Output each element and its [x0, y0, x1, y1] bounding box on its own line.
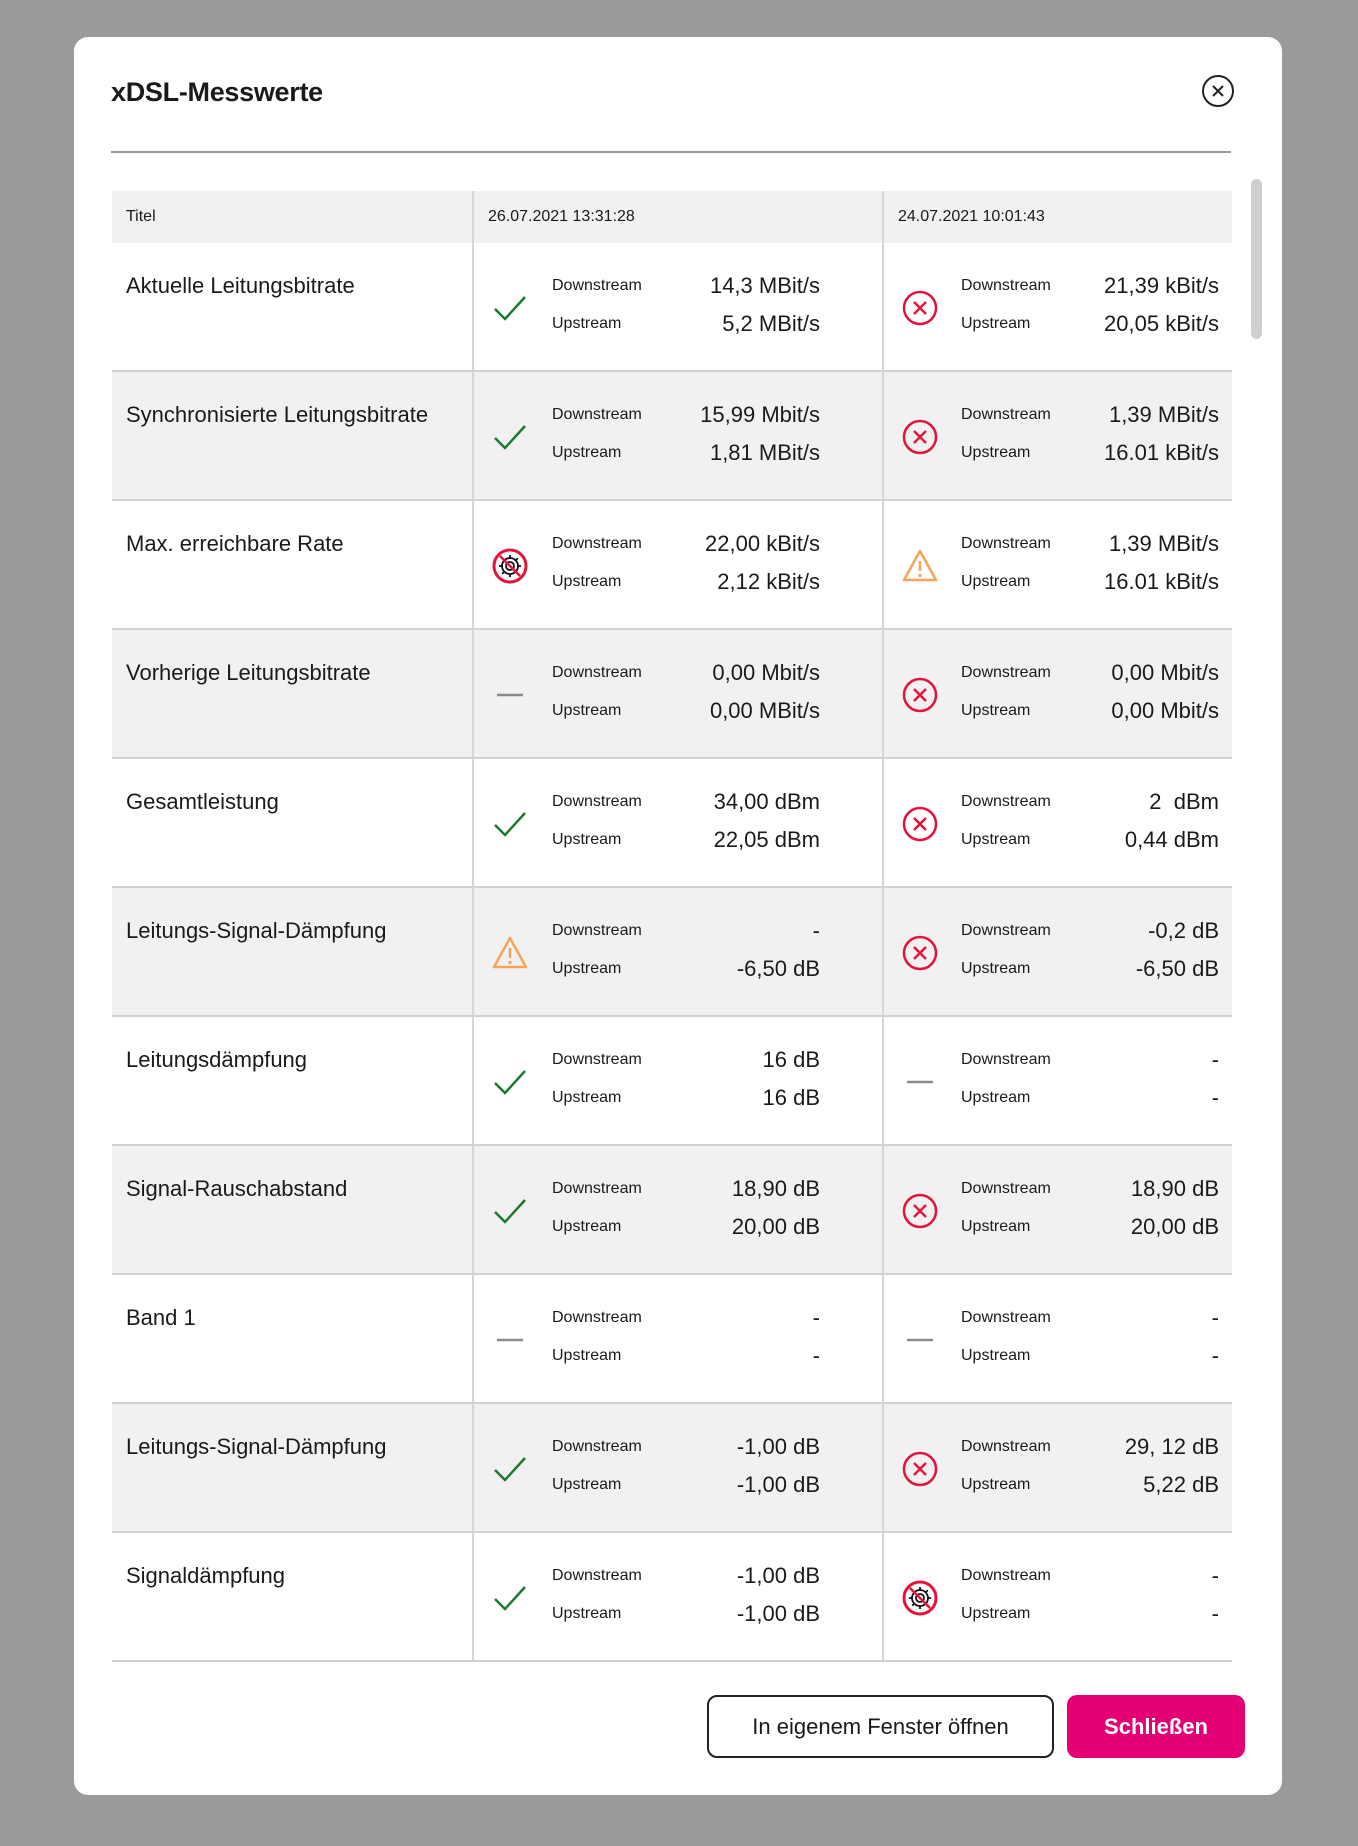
table-row [112, 501, 1232, 630]
measurement-cell [472, 501, 882, 628]
downstream-label: Downstream [961, 406, 1051, 423]
upstream-label: Upstream [961, 1347, 1031, 1364]
upstream-value: -6,50 dB [736, 956, 820, 981]
downstream-value: -1,00 dB [736, 1563, 820, 1588]
upstream-label: Upstream [552, 960, 622, 977]
upstream-value: 20,00 dB [731, 1214, 820, 1239]
downstream-value: 16 dB [762, 1047, 820, 1072]
measurement-cell [472, 1275, 882, 1402]
upstream-value: 0,44 dBm [1124, 827, 1219, 852]
measurement-cell [472, 1017, 882, 1144]
downstream-label: Downstream [961, 1567, 1051, 1584]
upstream-value: - [1211, 1601, 1219, 1626]
header-title: Titel [126, 208, 156, 225]
dash-icon [901, 1321, 939, 1359]
table-row [112, 1275, 1232, 1404]
measurement-cell [882, 243, 1232, 370]
measurement-cell [882, 1533, 1232, 1660]
error-circle-icon [901, 1450, 939, 1488]
downstream-label: Downstream [961, 922, 1051, 939]
downstream-value: -0,2 dB [1148, 918, 1219, 943]
table-row [112, 1533, 1232, 1662]
upstream-value: 22,05 dBm [713, 827, 820, 852]
measurement-cell [472, 1146, 882, 1273]
upstream-label: Upstream [552, 1347, 622, 1364]
row-title: Max. erreichbare Rate [126, 531, 344, 556]
measurement-cell [882, 888, 1232, 1015]
upstream-value: 5,2 MBit/s [722, 311, 820, 336]
downstream-label: Downstream [552, 1051, 642, 1068]
measurement-cell [882, 1146, 1232, 1273]
row-title: Band 1 [126, 1305, 196, 1330]
downstream-label: Downstream [961, 1051, 1051, 1068]
dash-icon [491, 676, 529, 714]
downstream-label: Downstream [961, 664, 1051, 681]
upstream-value: -6,50 dB [1135, 956, 1219, 981]
error-circle-icon [901, 289, 939, 327]
measurements-table [112, 191, 1232, 1662]
upstream-value: 2,12 kBit/s [717, 569, 820, 594]
downstream-label: Downstream [552, 664, 642, 681]
scrollbar[interactable] [1251, 179, 1262, 339]
measurement-cell [472, 1404, 882, 1531]
dialog-title: xDSL-Messwerte [111, 77, 323, 107]
upstream-label: Upstream [961, 315, 1031, 332]
check-icon [491, 1450, 529, 1488]
downstream-label: Downstream [552, 793, 642, 810]
upstream-label: Upstream [961, 831, 1031, 848]
downstream-label: Downstream [552, 922, 642, 939]
downstream-value: 22,00 kBit/s [705, 531, 820, 556]
measurement-cell [882, 501, 1232, 628]
upstream-value: -1,00 dB [736, 1472, 820, 1497]
downstream-label: Downstream [552, 277, 642, 294]
row-title: Signal-Rauschabstand [126, 1176, 348, 1201]
table-row [112, 1404, 1232, 1533]
dash-icon [901, 1063, 939, 1101]
measurement-cell [882, 1017, 1232, 1144]
row-title: Leitungs-Signal-Dämpfung [126, 1434, 387, 1459]
warning-icon [491, 934, 529, 972]
measurement-cell [882, 1404, 1232, 1531]
open-in-window-button[interactable]: In eigenem Fenster öffnen [707, 1695, 1054, 1758]
row-title: Vorherige Leitungsbitrate [126, 660, 371, 685]
upstream-value: 16.01 kBit/s [1104, 440, 1219, 465]
upstream-label: Upstream [961, 1089, 1031, 1106]
upstream-label: Upstream [552, 1218, 622, 1235]
downstream-value: 14,3 MBit/s [709, 273, 820, 298]
measurement-cell [882, 372, 1232, 499]
dash-icon [491, 1321, 529, 1359]
upstream-value: 20,05 kBit/s [1104, 311, 1219, 336]
table-row [112, 888, 1232, 1017]
gear-disabled-icon [901, 1579, 939, 1617]
warning-icon [901, 547, 939, 585]
table-header [112, 191, 1232, 243]
close-icon [1211, 84, 1225, 98]
downstream-label: Downstream [961, 277, 1051, 294]
downstream-label: Downstream [961, 1309, 1051, 1326]
table-row [112, 243, 1232, 372]
row-title: Signaldämpfung [126, 1563, 286, 1588]
xdsl-dialog [74, 37, 1282, 1795]
upstream-value: - [1211, 1343, 1219, 1368]
check-icon [491, 418, 529, 456]
downstream-value: -1,00 dB [736, 1434, 820, 1459]
downstream-value: 21,39 kBit/s [1104, 273, 1219, 298]
upstream-label: Upstream [552, 315, 622, 332]
downstream-label: Downstream [552, 1567, 642, 1584]
upstream-label: Upstream [961, 1218, 1031, 1235]
check-icon [491, 289, 529, 327]
check-icon [491, 1063, 529, 1101]
upstream-label: Upstream [552, 1476, 622, 1493]
gear-disabled-icon [491, 547, 529, 585]
downstream-label: Downstream [961, 1438, 1051, 1455]
check-icon [491, 1192, 529, 1230]
downstream-value: 18,90 dB [1130, 1176, 1219, 1201]
upstream-label: Upstream [961, 444, 1031, 461]
measurement-cell [472, 888, 882, 1015]
downstream-label: Downstream [961, 535, 1051, 552]
downstream-value: 18,90 dB [731, 1176, 820, 1201]
upstream-value: 0,00 MBit/s [709, 698, 820, 723]
row-title: Aktuelle Leitungsbitrate [126, 273, 355, 298]
upstream-value: - [1211, 1085, 1219, 1110]
error-circle-icon [901, 676, 939, 714]
measurement-cell [472, 243, 882, 370]
upstream-label: Upstream [961, 1605, 1031, 1622]
downstream-label: Downstream [552, 1309, 642, 1326]
downstream-value: 1,39 MBit/s [1108, 531, 1219, 556]
error-circle-icon [901, 805, 939, 843]
downstream-value: - [1211, 1563, 1219, 1588]
downstream-value: - [812, 918, 820, 943]
upstream-value: 1,81 MBit/s [709, 440, 820, 465]
downstream-value: 1,39 MBit/s [1108, 402, 1219, 427]
downstream-label: Downstream [552, 1438, 642, 1455]
close-dialog-button[interactable] [1202, 75, 1234, 107]
table-row [112, 1017, 1232, 1146]
measurement-cell [472, 630, 882, 757]
upstream-value: 20,00 dB [1130, 1214, 1219, 1239]
upstream-label: Upstream [552, 831, 622, 848]
upstream-label: Upstream [552, 573, 622, 590]
upstream-label: Upstream [961, 573, 1031, 590]
measurement-cell [472, 759, 882, 886]
upstream-label: Upstream [961, 702, 1031, 719]
check-icon [491, 1579, 529, 1617]
downstream-value: 0,00 Mbit/s [712, 660, 820, 685]
measurement-cell [882, 1275, 1232, 1402]
downstream-value: - [1211, 1305, 1219, 1330]
measurement-cell [882, 630, 1232, 757]
error-circle-icon [901, 934, 939, 972]
upstream-label: Upstream [552, 702, 622, 719]
downstream-value: 29, 12 dB [1124, 1434, 1219, 1459]
row-title: Synchronisierte Leitungsbitrate [126, 402, 429, 427]
upstream-value: 16 dB [762, 1085, 820, 1110]
downstream-value: 0,00 Mbit/s [1111, 660, 1219, 685]
header-date-1: 26.07.2021 13:31:28 [472, 191, 882, 243]
check-icon [491, 805, 529, 843]
upstream-value: 0,00 Mbit/s [1111, 698, 1219, 723]
measurement-cell [472, 372, 882, 499]
title-divider [111, 151, 1231, 153]
error-circle-icon [901, 418, 939, 456]
downstream-value: 2 dBm [1149, 789, 1219, 814]
downstream-value: 34,00 dBm [713, 789, 820, 814]
upstream-label: Upstream [961, 1476, 1031, 1493]
downstream-value: - [812, 1305, 820, 1330]
downstream-label: Downstream [552, 1180, 642, 1197]
upstream-label: Upstream [552, 444, 622, 461]
downstream-value: 15,99 Mbit/s [700, 402, 820, 427]
table-row [112, 1146, 1232, 1275]
measurement-cell [472, 1533, 882, 1660]
downstream-label: Downstream [552, 406, 642, 423]
measurement-cell [882, 759, 1232, 886]
downstream-label: Downstream [961, 793, 1051, 810]
table-row [112, 372, 1232, 501]
error-circle-icon [901, 1192, 939, 1230]
upstream-value: - [812, 1343, 820, 1368]
upstream-label: Upstream [961, 960, 1031, 977]
downstream-value: - [1211, 1047, 1219, 1072]
row-title: Leitungsdämpfung [126, 1047, 308, 1072]
row-title: Leitungs-Signal-Dämpfung [126, 918, 387, 943]
upstream-label: Upstream [552, 1089, 622, 1106]
header-date-2: 24.07.2021 10:01:43 [882, 191, 1232, 243]
upstream-value: 16.01 kBit/s [1104, 569, 1219, 594]
downstream-label: Downstream [961, 1180, 1051, 1197]
upstream-value: -1,00 dB [736, 1601, 820, 1626]
upstream-label: Upstream [552, 1605, 622, 1622]
upstream-value: 5,22 dB [1143, 1472, 1219, 1497]
row-title: Gesamtleistung [126, 789, 279, 814]
table-row [112, 630, 1232, 759]
table-row [112, 759, 1232, 888]
downstream-label: Downstream [552, 535, 642, 552]
close-button[interactable]: Schließen [1067, 1695, 1245, 1758]
